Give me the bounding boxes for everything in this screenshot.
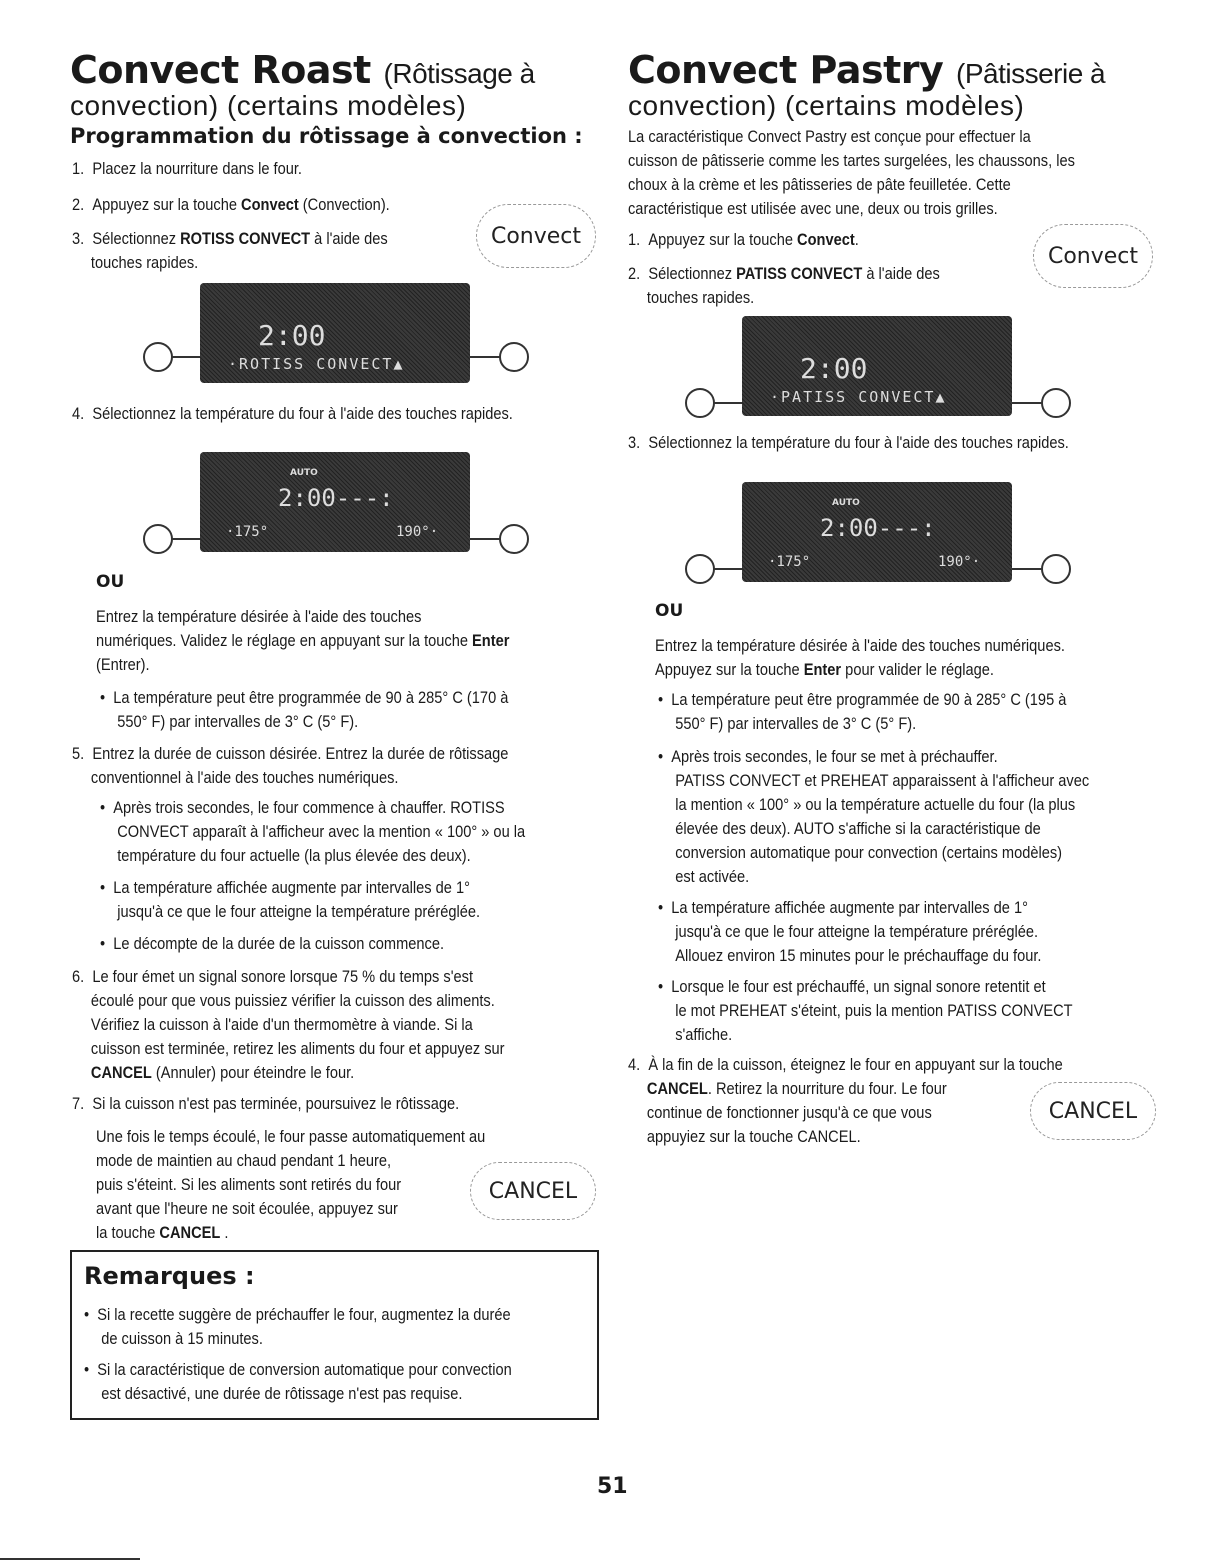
right-step-2-b: PATISS CONVECT	[736, 264, 863, 283]
right-bp-2: PATISS CONVECT et PREHEAT apparaissent à l'afficheur avec	[675, 771, 1090, 790]
left-bullet-5b: • La température affichée augmente par intervalles de 1° jusqu'à ce que le four atteigne la température préréglée.	[100, 878, 481, 921]
right-bullet-preheat: • Après trois secondes, le four se met à préchauffer. PATISS CONVECT et PREHEAT apparaissent à l'afficheur avec la mention « 100° » ou la température actuelle du four (la plus élevée des deux). AUTO s'affiche si la caractéristique de conversion automatique pour convection (certains modèles) est activée.	[658, 747, 1090, 886]
right-title-paren: (Pâtisserie à	[956, 58, 1106, 89]
right-bullet-signal: • Lorsque le four est préchauffé, un signal sonore retentit et le mot PREHEAT s'éteint, puis la mention PATISS CONVECT s'affiche.	[658, 977, 1073, 1044]
left-p7-1: Une fois le temps écoulé, le four passe automatiquement au	[96, 1127, 486, 1146]
right-step-4-3: continue de fonctionner jusqu'à ce que vous	[646, 1103, 932, 1122]
right-bi-2: jusqu'à ce que le four atteigne la température préréglée.	[675, 922, 1039, 941]
left-step-3-d: touches rapides.	[90, 253, 199, 272]
right-bs-2: le mot PREHEAT s'éteint, puis la mention PATISS CONVECT	[675, 1001, 1073, 1020]
left-knob-icon	[143, 342, 173, 372]
right-step-4-2b: . Retirez la nourriture du four. Le four	[707, 1079, 947, 1098]
right-bs-1: Lorsque le four est préchauffé, un signal sonore retentit et	[671, 977, 1046, 996]
left-bullet-temp-2: 550° F) par intervalles de 3° C (5° F).	[117, 712, 359, 731]
left-step-2-c: (Convection).	[298, 195, 390, 214]
left-step-2-b: Convect	[241, 195, 299, 214]
left-b5b-1: La température affichée augmente par intervalles de 1°	[113, 878, 470, 897]
left-step-3-b: ROTISS CONVECT	[180, 229, 311, 248]
left-step-6-2: écoulé pour que vous puissiez vérifier la cuisson des aliments.	[90, 991, 495, 1010]
right-step-4-2a: CANCEL	[646, 1079, 708, 1098]
left-step-5-2: conventionnel à l'aide des touches numériques.	[90, 768, 399, 787]
right-step-3: 3. Sélectionnez la température du four à l'aide des touches rapides.	[628, 433, 1069, 452]
display-time: 2:00---:	[278, 484, 394, 512]
left-b5a-2: CONVECT apparaît à l'afficheur avec la mention « 100° » ou la	[117, 822, 526, 841]
left-step-2: 2. Appuyez sur la touche Convect (Convection).	[72, 195, 390, 214]
right-bp-1: Après trois secondes, le four se met à préchauffer.	[671, 747, 998, 766]
right-enter-paragraph	[655, 634, 1171, 682]
page-number: 51	[597, 1474, 628, 1499]
right-title	[628, 48, 1105, 92]
right-ou: OU	[655, 601, 684, 621]
right-knob-icon	[1041, 388, 1071, 418]
left-b5c: Le décompte de la durée de la cuisson commence.	[113, 934, 445, 953]
left-wire	[172, 356, 202, 358]
remarque-2-a: Si la caractéristique de conversion automatique pour convection	[97, 1360, 512, 1379]
left-step-1: 1. Placez la nourriture dans le four.	[72, 159, 302, 178]
left-step-7: 7. Si la cuisson n'est pas terminée, poursuivez le rôtissage.	[72, 1094, 460, 1113]
right-step-4: 4. À la fin de la cuisson, éteignez le four en appuyant sur la touche CANCEL. Retirez la nourriture du four. Le four continue de fonctionner jusqu'à ce que vous appuyiez sur la touche CANCEL.	[628, 1055, 1063, 1146]
left-step-6-5b: (Annuler) pour éteindre le four.	[151, 1063, 355, 1082]
left-ou: OU	[96, 572, 125, 592]
right-step-1-c: .	[854, 230, 859, 249]
right-step-2-d: touches rapides.	[646, 288, 755, 307]
remarques-title: Remarques :	[84, 1262, 255, 1290]
right-intro-1: La caractéristique Convect Pastry est conçue pour effectuer la	[628, 127, 1031, 146]
right-intro-4: caractéristique est utilisée avec une, deux ou trois grilles.	[628, 199, 998, 218]
right-bi-3: Allouez environ 15 minutes pour le préchauffage du four.	[675, 946, 1042, 965]
right-knob-icon	[499, 524, 529, 554]
right-step-3-text: Sélectionnez la température du four à l'aide des touches rapides.	[648, 433, 1069, 452]
left-bullet-temp: • La température peut être programmée de 90 à 285° C (170 à 550° F) par intervalles de 3° C (5° F).	[100, 688, 509, 731]
right-step-4-4: appuyiez sur la touche CANCEL.	[646, 1127, 861, 1146]
left-bullet-temp-1: La température peut être programmée de 90 à 285° C (170 à	[113, 688, 509, 707]
remarque-1: • Si la recette suggère de préchauffer le four, augmentez la durée de cuisson à 15 minutes.	[84, 1305, 511, 1348]
oven-display-1	[200, 283, 470, 383]
right-bt-1: La température peut être programmée de 90 à 285° C (195 à	[671, 690, 1067, 709]
left-enter-2b: Enter	[472, 631, 510, 650]
display-time: 2:00	[800, 352, 868, 385]
right-bt-2: 550° F) par intervalles de 3° C (5° F).	[675, 714, 917, 733]
left-p7-4: avant que l'heure ne soit écoulée, appuyez sur	[96, 1199, 398, 1218]
right-wire	[1012, 568, 1042, 570]
left-step-4: 4. Sélectionnez la température du four à l'aide des touches rapides.	[72, 404, 513, 423]
right-step-2-c: à l'aide des	[862, 264, 940, 283]
right-intro	[628, 125, 1178, 221]
right-step-2-a: Sélectionnez	[648, 264, 737, 283]
convect-key-illustration: Convect	[476, 204, 596, 268]
left-step-7-text: Si la cuisson n'est pas terminée, poursuivez le rôtissage.	[92, 1094, 460, 1113]
right-wire	[470, 356, 500, 358]
right-bp-6: est activée.	[675, 867, 750, 886]
right-wire	[470, 538, 500, 540]
right-bullet-temp: • La température peut être programmée de 90 à 285° C (195 à 550° F) par intervalles de 3° C (5° F).	[658, 690, 1067, 733]
right-intro-3: choux à la crème et les pâtisseries de pâte feuilletée. Cette	[628, 175, 1011, 194]
right-enter-2b: Enter	[803, 660, 842, 679]
left-p7-5b: CANCEL	[159, 1223, 221, 1242]
left-bullet-5a: • Après trois secondes, le four commence à chauffer. ROTISS CONVECT apparaît à l'afficheur avec la mention « 100° » ou la température du four actuelle (la plus élevée des deux).	[100, 798, 526, 865]
left-step-3-c: à l'aide des	[310, 229, 388, 248]
display-time: 2:00---:	[820, 514, 936, 542]
left-wire	[714, 402, 744, 404]
right-bi-1: La température affichée augmente par intervalles de 1°	[671, 898, 1028, 917]
left-knob-icon	[685, 554, 715, 584]
right-intro-2: cuisson de pâtisserie comme les tartes surgelées, les chaussons, les	[628, 151, 1075, 170]
display-mode: ·PATISS CONVECT▲	[770, 388, 947, 406]
left-step-2-a: Appuyez sur la touche	[92, 195, 242, 214]
right-step-4-1: À la fin de la cuisson, éteignez le four en appuyant sur la touche	[648, 1055, 1063, 1074]
right-title-main: Convect Pastry	[628, 48, 944, 92]
left-p7-5a: la touche	[96, 1223, 160, 1242]
right-wire	[1012, 402, 1042, 404]
display-temp-left: ·175°	[768, 554, 811, 570]
left-step-6: 6. Le four émet un signal sonore lorsque 75 % du temps s'est écoulé pour que vous puissiez vérifier la cuisson des aliments. Vérifiez la cuisson à l'aide d'un thermomètre à viande. Si la cuisson est terminée, retirez les aliments du four et appuyez sur CANCEL (Annuler) pour éteindre le four.	[72, 967, 505, 1082]
oven-display-2	[200, 452, 470, 552]
cancel-key-illustration: CANCEL	[1030, 1082, 1156, 1140]
left-p7-2: mode de maintien au chaud pendant 1 heure,	[96, 1151, 392, 1170]
display-auto: AUTO	[290, 468, 318, 478]
left-step-6-5a: CANCEL	[90, 1063, 152, 1082]
right-bp-5: conversion automatique pour convection (certains modèles)	[675, 843, 1063, 862]
left-enter-3: (Entrer).	[96, 655, 150, 674]
display-temp-right: 190°·	[396, 524, 439, 540]
left-enter-2a: numériques. Validez le réglage en appuyant sur la touche	[96, 631, 473, 650]
left-subheading: Programmation du rôtissage à convection :	[70, 124, 583, 148]
right-enter-2c: pour valider le réglage.	[841, 660, 994, 679]
display-mode: ·ROTISS CONVECT▲	[228, 355, 405, 373]
left-knob-icon	[685, 388, 715, 418]
left-b5b-2: jusqu'à ce que le four atteigne la température préréglée.	[117, 902, 481, 921]
right-bp-4: élevée des deux). AUTO s'affiche si la caractéristique de	[675, 819, 1041, 838]
right-enter-1: Entrez la température désirée à l'aide des touches numériques.	[655, 636, 1065, 655]
remarque-1-b: de cuisson à 15 minutes.	[101, 1329, 263, 1348]
bottom-rule	[0, 1558, 140, 1560]
left-step-6-3: Vérifiez la cuisson à l'aide d'un thermomètre à viande. Si la	[90, 1015, 473, 1034]
left-step-6-4: cuisson est terminée, retirez les aliments du four et appuyez sur	[90, 1039, 505, 1058]
left-bullet-5c: • Le décompte de la durée de la cuisson commence.	[100, 934, 445, 953]
left-p7-5c: .	[220, 1223, 229, 1242]
left-step-6-1: Le four émet un signal sonore lorsque 75 % du temps s'est	[92, 967, 474, 986]
right-step-1: 1. Appuyez sur la touche Convect.	[628, 230, 859, 249]
left-step-4-text: Sélectionnez la température du four à l'aide des touches rapides.	[92, 404, 513, 423]
left-step-1-text: Placez la nourriture dans le four.	[92, 159, 302, 178]
right-title-line2: convection) (certains modèles)	[628, 90, 1025, 121]
remarque-2: • Si la caractéristique de conversion automatique pour convection est désactivé, une durée de rôtissage n'est pas requise.	[84, 1360, 512, 1403]
left-b5a-3: température du four actuelle (la plus élevée des deux).	[117, 846, 471, 865]
display-temp-left: ·175°	[226, 524, 269, 540]
display-time: 2:00	[258, 319, 326, 352]
right-knob-icon	[1041, 554, 1071, 584]
left-p7-3: puis s'éteint. Si les aliments sont retirés du four	[96, 1175, 402, 1194]
right-step-1-a: Appuyez sur la touche	[648, 230, 798, 249]
remarque-2-b: est désactivé, une durée de rôtissage n'est pas requise.	[101, 1384, 463, 1403]
left-enter-paragraph	[96, 605, 603, 677]
oven-display-3	[742, 316, 1012, 416]
right-bs-3: s'affiche.	[675, 1025, 733, 1044]
left-title-main: Convect Roast	[70, 48, 371, 92]
right-knob-icon	[499, 342, 529, 372]
right-bp-3: la mention « 100° » ou la température actuelle du four (la plus	[675, 795, 1076, 814]
left-title-paren: (Rôtissage à	[383, 58, 535, 89]
left-b5a-1: Après trois secondes, le four commence à chauffer. ROTISS	[113, 798, 505, 817]
right-step-1-b: Convect	[797, 230, 855, 249]
display-auto: AUTO	[832, 498, 860, 508]
right-step-2: 2. Sélectionnez PATISS CONVECT à l'aide des touches rapides.	[628, 264, 940, 307]
left-wire	[172, 538, 202, 540]
left-title-line2: convection) (certains modèles)	[70, 90, 467, 121]
oven-display-4	[742, 482, 1012, 582]
left-step-3-a: Sélectionnez	[92, 229, 181, 248]
left-step-3: 3. Sélectionnez ROTISS CONVECT à l'aide des touches rapides.	[72, 229, 388, 272]
convect-key-illustration: Convect	[1033, 224, 1153, 288]
left-title	[70, 48, 535, 92]
left-enter-1: Entrez la température désirée à l'aide des touches	[96, 607, 422, 626]
right-bullet-increment: • La température affichée augmente par intervalles de 1° jusqu'à ce que le four atteigne la température préréglée. Allouez environ 15 minutes pour le préchauffage du four.	[658, 898, 1042, 965]
right-enter-2a: Appuyez sur la touche	[655, 660, 804, 679]
remarque-1-a: Si la recette suggère de préchauffer le four, augmentez la durée	[97, 1305, 511, 1324]
left-wire	[714, 568, 744, 570]
left-step-5-1: Entrez la durée de cuisson désirée. Entrez la durée de rôtissage	[92, 744, 509, 763]
display-temp-right: 190°·	[938, 554, 981, 570]
cancel-key-illustration: CANCEL	[470, 1162, 596, 1220]
left-step-5: 5. Entrez la durée de cuisson désirée. Entrez la durée de rôtissage conventionnel à l'aide des touches numériques.	[72, 744, 509, 787]
left-knob-icon	[143, 524, 173, 554]
